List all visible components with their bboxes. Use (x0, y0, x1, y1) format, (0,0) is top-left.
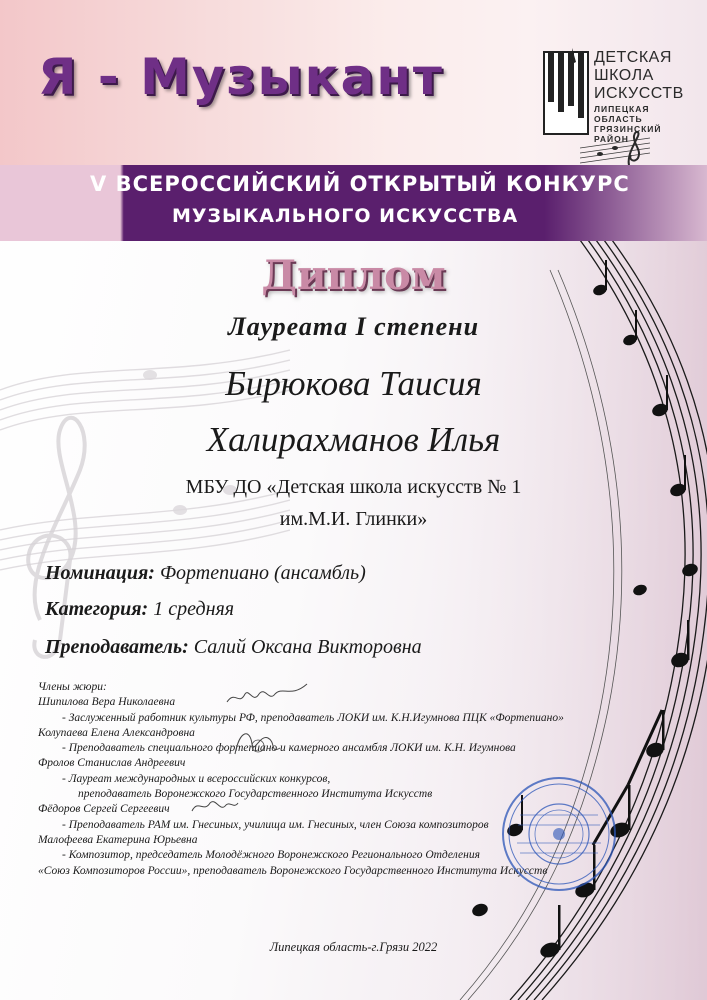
diploma-title: Диплом (261, 252, 446, 299)
teacher-label: Преподаватель: (45, 636, 189, 658)
nomination-row (45, 562, 366, 585)
jury-member: Малофеева Екатерина Юрьевна (38, 833, 198, 846)
laureate-degree: Лауреата I степени (227, 312, 480, 341)
footer-location: Липецкая область-г.Грязи 2022 (269, 940, 438, 954)
signature (225, 680, 310, 710)
teacher-row (45, 636, 422, 659)
page-title: Я - Музыкант (38, 48, 444, 106)
logo-sub-line: ОБЛАСТЬ (594, 114, 643, 124)
logo-line: ИСКУССТВ (594, 85, 684, 102)
official-stamp (500, 775, 618, 893)
nomination-label: Номинация: (45, 562, 155, 584)
signature (230, 724, 285, 764)
participant-name: Бирюкова Таисия (225, 364, 482, 403)
jury-member-title: преподаватель Воронежского Государственного Института Искусств (78, 788, 433, 801)
logo-sub-line: ГРЯЗИНСКИЙ (594, 124, 662, 134)
logo-sub-line: РАЙОН (594, 134, 629, 144)
jury-member: Колупаева Елена Александровна (38, 726, 195, 739)
teacher-value: Салий Оксана Викторовна (193, 636, 422, 658)
logo-sub-line: ЛИПЕЦКАЯ (594, 104, 650, 114)
jury-member: Фролов Станислав Андреевич (38, 757, 186, 770)
logo-line: ДЕТСКАЯ (594, 49, 672, 66)
banner-line: V ВСЕРОССИЙСКИЙ ОТКРЫТЫЙ КОНКУРС (90, 172, 630, 196)
jury-member: Фёдоров Сергей Сергеевич (38, 803, 170, 816)
banner-line: МУЗЫКАЛЬНОГО ИСКУССТВА (172, 205, 519, 227)
jury-member-title: - Композитор, председатель Молодёжного Воронежского Регионального Отделения (62, 849, 480, 862)
nomination-value: Фортепиано (ансамбль) (159, 562, 366, 584)
category-row (45, 598, 234, 621)
participant-name: Халирахманов Илья (206, 420, 501, 459)
category-value: 1 средняя (153, 598, 235, 620)
signature (190, 795, 240, 817)
jury-member-title: - Заслуженный работник культуры РФ, преподаватель ЛОКИ им. К.Н.Игумнова ПЦК «Фортепиано» (62, 711, 564, 724)
jury-member-title: - Преподаватель специального фортепиано и камерного ансамбля ЛОКИ им. К.Н. Игумнова (62, 742, 516, 755)
logo-line: ШКОЛА (594, 67, 654, 84)
school-name: им.М.И. Глинки» (279, 508, 428, 530)
jury-heading: Члены жюри: (38, 681, 107, 693)
jury-member-title: - Лауреат международных и всероссийских конкурсов, (62, 772, 331, 785)
piano-logo-icon (542, 48, 590, 138)
jury-member: Шипилова Вера Николаевна (38, 696, 176, 709)
category-label: Категория: (45, 598, 149, 620)
jury-member-title: - Преподаватель РАМ им. Гнесиных, училища им. Гнесиных, член Союза композиторов (62, 818, 489, 831)
school-name: МБУ ДО «Детская школа искусств № 1 (185, 476, 522, 498)
school-logo (542, 42, 692, 142)
jury-member-title: «Союз Композиторов России», преподаватель Воронежского Государственного Института Искусств (38, 864, 548, 877)
logo-subtitle (594, 104, 684, 144)
